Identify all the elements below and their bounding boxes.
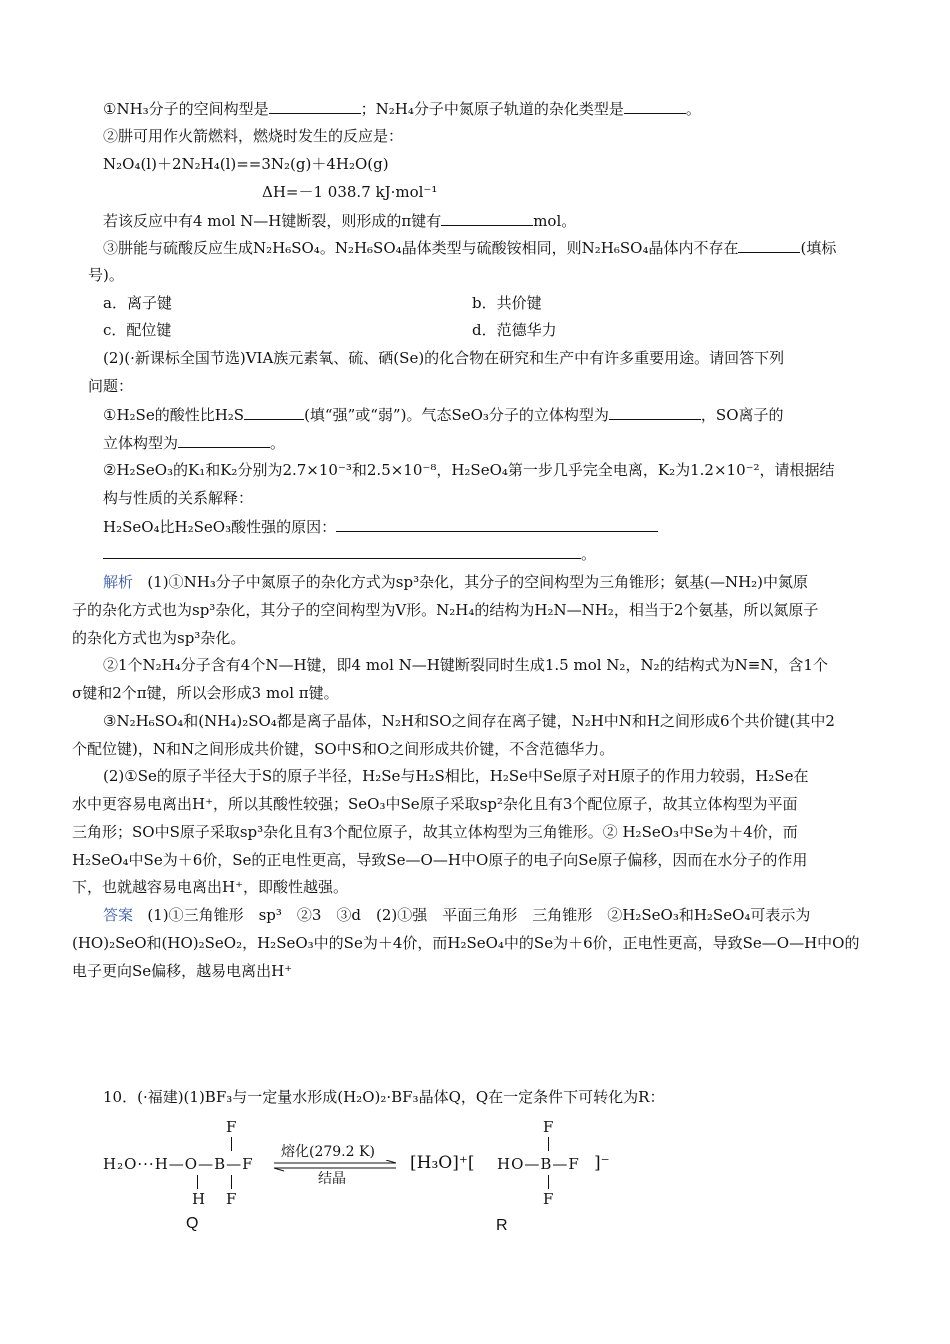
option-a: a．离子键 bbox=[103, 294, 172, 312]
part2-intro: (2)(·新课标全国节选)VIA族元素氧、硫、硒(Se)的化合物在研究和生产中有许多重要用途。请回答下列 bbox=[103, 349, 785, 367]
q-fluorine-top: F bbox=[226, 1118, 237, 1136]
q5-text-d: 立体构型为 bbox=[103, 434, 179, 452]
r-fluorine-top: F bbox=[543, 1118, 554, 1136]
q5-text-b: (填“强”或“弱”)。气态SeO₃分子的立体构型为 bbox=[304, 406, 609, 424]
explanation-line: 三角形；SO中S原子采取sp³杂化且有3个配位原子，故其立体构型为三角锥形。② H₂SeO₃中Se为＋4价，而 bbox=[72, 823, 798, 841]
q3-text-a: 若该反应中有4 mol N—H键断裂，则形成的π键有 bbox=[103, 212, 442, 230]
q5-text-c: ，SO离子的 bbox=[700, 406, 784, 424]
q3-text-b: mol。 bbox=[533, 212, 577, 230]
answer-blank[interactable] bbox=[103, 543, 581, 559]
option-c: c．配位键 bbox=[103, 321, 172, 339]
q5-text-e: 。 bbox=[270, 434, 286, 452]
answer-blank[interactable] bbox=[441, 210, 533, 226]
answer-line: 电子更向Se偏移，越易电离出H⁺ bbox=[72, 962, 293, 980]
explanation-line: 下，也就越容易电离出H⁺，即酸性越强。 bbox=[72, 878, 349, 896]
q4-line-cont: 号)。 bbox=[88, 266, 124, 284]
part2-intro-cont: 问题： bbox=[88, 377, 134, 395]
explanation-line: ②1个N₂H₄分子含有4个N—H键，即4 mol N—H键断裂同时生成1.5 mol N₂，N₂的结构式为N≡N，含1个 bbox=[103, 656, 828, 674]
q5-text-a: ①H₂Se的酸性比H₂S bbox=[103, 406, 245, 424]
explanation-text: (1)①NH₃分子中氮原子的杂化方式为sp³杂化，其分子的空间构型为三角锥形；氨基(—NH₂)中氮原 bbox=[147, 573, 809, 591]
q6-reason-line-2 bbox=[103, 543, 596, 564]
option-d: d．范德华力 bbox=[472, 321, 557, 339]
r-fluorine-bottom: F bbox=[543, 1190, 554, 1208]
answer-line: (HO)₂SeO和(HO)₂SeO₂，H₂SeO₃中的Se为＋4价，而H₂SeO₄中的Se为＋6价，正电性更高，导致Se—O—H中O的 bbox=[72, 934, 860, 952]
label-q: Q bbox=[186, 1215, 199, 1232]
answer-text: (1)①三角锥形 sp³ ②3 ③d (2)①强 平面三角形 三角锥形 ②H₂SeO₃和H₂SeO₄可表示为 bbox=[147, 906, 811, 924]
enthalpy-line: ΔH=－1 038.7 kJ·mol⁻¹ bbox=[262, 183, 438, 201]
q1-text-c: 。 bbox=[685, 100, 701, 118]
label-r: R bbox=[496, 1217, 508, 1234]
option-b: b．共价键 bbox=[472, 294, 542, 312]
r-anion: HO—B—F bbox=[497, 1155, 580, 1173]
explanation-line: 子的杂化方式也为sp³杂化，其分子的空间构型为V形。N₂H₄的结构为H₂N—NH₂，相当于2个氨基，所以氮原子 bbox=[72, 601, 819, 619]
answer-tag: 答案 bbox=[103, 906, 134, 924]
q5-line bbox=[103, 404, 784, 425]
q6-line-cont: 构与性质的关系解释： bbox=[103, 489, 254, 507]
q4-text-a: ③肼能与硫酸反应生成N₂H₆SO₄。N₂H₆SO₄晶体类型与硫酸铵相同，则N₂H₆SO₄晶体内不存在 bbox=[103, 239, 739, 257]
r-cation: [H₃O]⁺[ bbox=[410, 1153, 475, 1173]
bond-line bbox=[231, 1137, 232, 1151]
explanation-line: ③N₂H₆SO₄和(NH₄)₂SO₄都是离子晶体，N₂H和SO之间存在离子键，N₂H中N和H之间形成6个共价键(其中2 bbox=[103, 712, 835, 730]
answer-line bbox=[103, 905, 810, 925]
q5-line-cont bbox=[103, 432, 285, 453]
q1-text-a: ①NH₃分子的空间构型是 bbox=[103, 100, 269, 118]
explanation-line: (2)①Se的原子半径大于S的原子半径，H₂Se与H₂S相比，H₂Se中Se原子对H原子的作用力较弱，H₂Se在 bbox=[103, 767, 809, 785]
arrow-condition-bottom: 结晶 bbox=[318, 1171, 346, 1187]
explanation-line: σ键和2个π键，所以会形成3 mol π键。 bbox=[72, 684, 339, 702]
q2-line: ②肼可用作火箭燃料，燃烧时发生的反应是： bbox=[103, 127, 404, 145]
q1-text-b: ；N₂H₄分子中氮原子轨道的杂化类型是 bbox=[360, 100, 624, 118]
q6-line: ②H₂SeO₃的K₁和K₂分别为2.7×10⁻³和2.5×10⁻⁸，H₂SeO₄第一步几乎完全电离，K₂为1.2×10⁻²，请根据结 bbox=[103, 461, 835, 479]
explanation-line: 水中更容易电离出H⁺，所以其酸性较强；SeO₃中Se原子采取sp²杂化且有3个配位原子，故其立体构型为平面 bbox=[72, 795, 798, 813]
r-anion-close: ]⁻ bbox=[594, 1153, 610, 1173]
bond-line bbox=[548, 1175, 549, 1189]
q6-reason-line bbox=[103, 516, 658, 537]
q6-reason-label: H₂SeO₄比H₂SeO₃酸性强的原因： bbox=[103, 518, 337, 536]
equation-line: N₂O₄(l)＋2N₂H₄(l)==3N₂(g)＋4H₂O(g) bbox=[103, 155, 389, 173]
q1-line bbox=[103, 98, 701, 119]
explanation-line: 个配位键)，N和N之间形成共价键，SO中S和O之间形成共价键，不含范德华力。 bbox=[72, 740, 615, 758]
answer-blank[interactable] bbox=[178, 432, 270, 448]
q-fluorine-bottom: F bbox=[226, 1190, 237, 1208]
question-10: 10．(·福建)(1)BF₃与一定量水形成(H₂O)₂·BF₃晶体Q，Q在一定条件下可转化为R： bbox=[103, 1088, 665, 1106]
bond-line bbox=[197, 1175, 198, 1189]
q4-text-b: (填标 bbox=[800, 239, 837, 257]
bond-line bbox=[548, 1137, 549, 1151]
explanation-line bbox=[103, 572, 808, 592]
q4-line bbox=[103, 237, 836, 258]
q-structure: H₂O···H—O—B—F bbox=[103, 1155, 254, 1173]
bond-line bbox=[231, 1175, 232, 1189]
q6-reason-end: 。 bbox=[581, 545, 597, 563]
answer-blank[interactable] bbox=[738, 237, 800, 253]
answer-blank[interactable] bbox=[244, 404, 304, 420]
answer-blank[interactable] bbox=[269, 98, 361, 114]
explanation-tag: 解析 bbox=[103, 573, 134, 591]
answer-blank[interactable] bbox=[624, 98, 686, 114]
answer-blank[interactable] bbox=[336, 516, 658, 532]
arrow-condition-top: 熔化(279.2 K) bbox=[281, 1144, 375, 1160]
explanation-line: H₂SeO₄中Se为＋6价，Se的正电性更高，导致Se—O—H中O原子的电子向Se原子偏移，因而在水分子的作用 bbox=[72, 851, 808, 869]
q-hydrogen-bottom: H bbox=[192, 1190, 206, 1208]
explanation-line: 的杂化方式也为sp³杂化。 bbox=[72, 629, 246, 647]
q3-line bbox=[103, 210, 576, 231]
answer-blank[interactable] bbox=[609, 404, 701, 420]
